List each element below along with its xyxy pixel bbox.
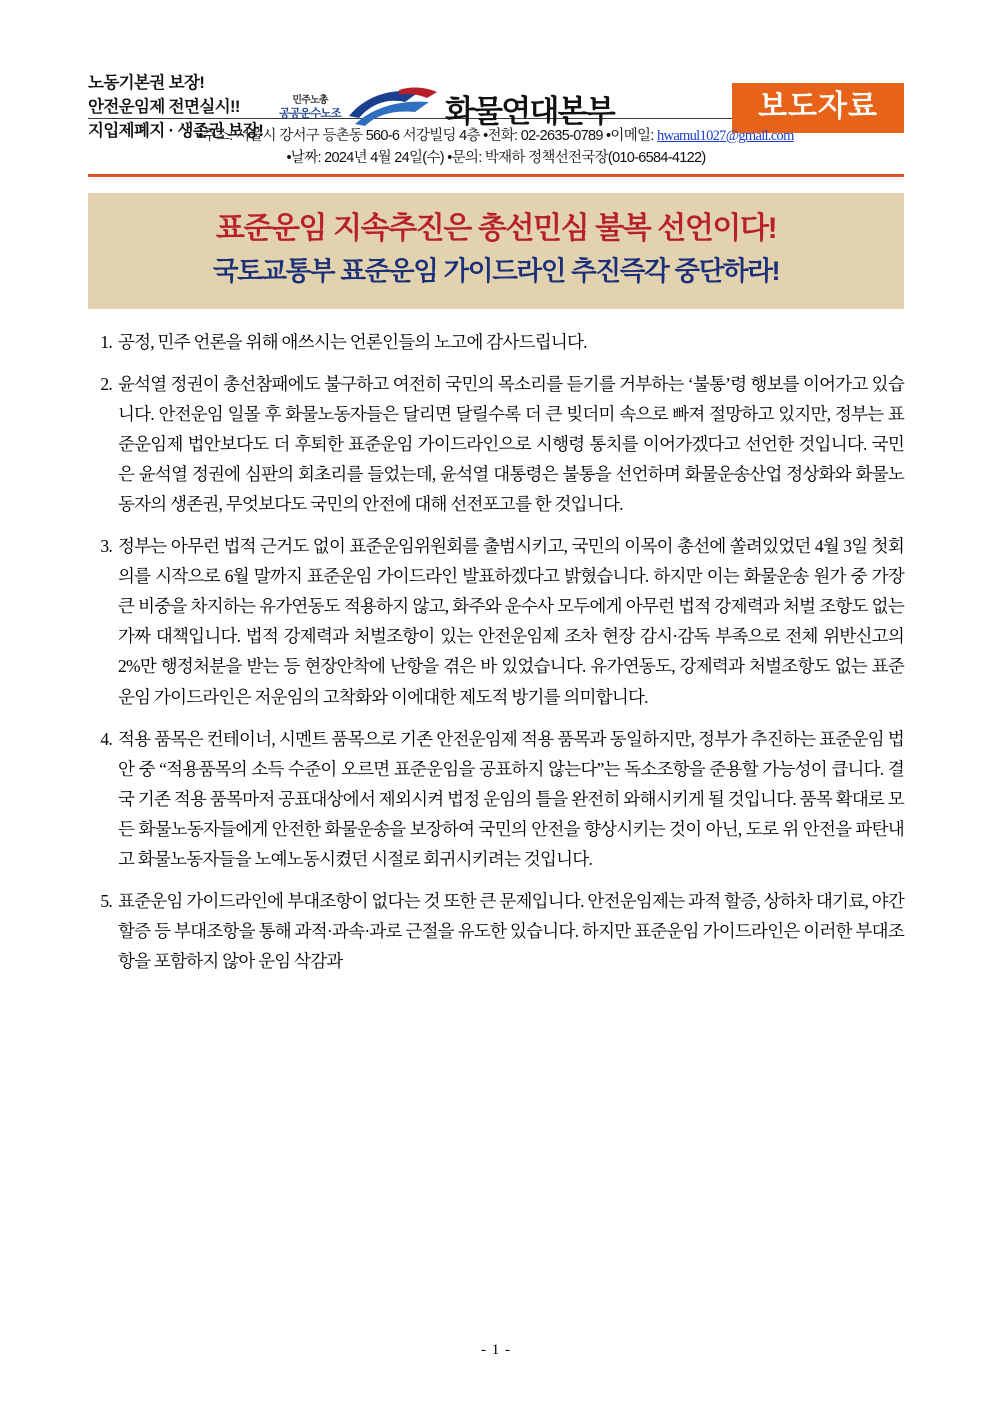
list-item-text: 정부는 아무런 법적 근거도 없이 표준운임위원회를 출범시키고, 국민의 이목이 총선에 쏠려있었던 4월 3일 첫회의를 시작으로 6월 말까지 표준운임 가이드라인 발표하겠다고 밝혔습니다. 하지만 이는 화물운송 원가 중 가장 큰 비중을 차지하는 유가연동도 적용하지 않고, 화주와 운수사 모두에게 아무런 법적 강제력과 처벌 조항도 없는 가짜 대책입니다. 법적 강제력과 처벌조항이 있는 안전운임제 조차 현장 감시·감독 부족으로 전체 위반신고의 2%만 행정처분을 받는 등 현장안착에 난항을 겪은 바 있었습니다. 유가연동도, 강제력과 처벌조항도 없는 표준운임 가이드라인은 저운임의 고착화와 이에대한 제도적 방기를 의미합니다.	[118, 536, 904, 707]
brand-name: 화물연대본부	[445, 93, 614, 129]
list-item	[88, 531, 904, 712]
contact-address-phone: •주소: 서울시 강서구 등촌동 560-6 서강빌딩 4층 •전화: 02-2635-0789 •이메일:	[198, 128, 657, 144]
list-item-text: 적용 품목은 컨테이너, 시멘트 품목으로 기존 안전운임제 적용 품목과 동일하지만, 정부가 추진하는 표준운임 법안 중 “적용품목의 소득 수준이 오르면 표준운임을 공표하지 않는다”는 독소조항을 준용할 가능성이 큽니다. 결국 기존 적용 품목마저 공표대상에서 제외시켜 법정 운임의 틀을 완전히 와해시키게 될 것입니다. 품목 확대로 모든 화물노동자들에게 안전한 화물운송을 보장하여 국민의 안전을 향상시키는 것이 아닌, 도로 위 안전을 파탄내고 화물노동자들을 노예노동시켰던 시절로 회귀시키려는 것입니다.	[118, 728, 904, 870]
list-item-text: 공정, 민주 언론을 위해 애쓰시는 언론인들의 노고에 감사드립니다.	[118, 331, 587, 352]
list-item-number: 2.	[100, 373, 112, 394]
slogan-line-1: 노동기본권 보장!	[88, 74, 205, 93]
press-release-badge: 보도자료	[732, 83, 904, 133]
title-line-1: 표준운임 지속추진은 총선민심 불복 선언이다!	[215, 211, 777, 245]
slogan-line-3: 지입제폐지 · 생존권 보장!	[88, 121, 264, 140]
page-footer	[0, 1342, 992, 1359]
union-mark-text	[279, 95, 341, 122]
list-item	[88, 369, 904, 519]
list-item-number: 4.	[100, 728, 112, 749]
union-mark	[279, 86, 441, 130]
list-item-text: 윤석열 정권이 총선참패에도 불구하고 여전히 국민의 목소리를 듣기를 거부하는 ‘불통’령 행보를 이어가고 있습니다. 안전운임 일몰 후 화물노동자들은 달리면 달릴수록 더 큰 빚더미 속으로 빠져 절망하고 있지만, 정부는 표준운임제 법안보다도 더 후퇴한 표준운임 가이드라인으로 시행령 통치를 이어가겠다고 선언한 것입니다. 국민은 윤석열 정권에 심판의 회초리를 들었는데, 윤석열 대통령은 불통을 선언하며 화물운송산업 정상화와 화물노동자의 생존권, 무엇보다도 국민의 안전에 대해 선전포고를 한 것입니다.	[118, 373, 904, 514]
body-list	[88, 327, 904, 977]
list-item-text: 표준운임 가이드라인에 부대조항이 없다는 것 또한 큰 문제입니다. 안전운임제는 과적 할증, 상하차 대기료, 야간 할증 등 부대조항을 통해 과적·과속·과로 근절을 유도한 있습니다. 하지만 표준운임 가이드라인은 이러한 부대조항을 포함하지 않아 운임 삭감과	[118, 891, 904, 972]
contact-line-2: •날짜: 2024년 4월 24일(수) •문의: 박재하 정책선전국장(010-6584-4122)	[286, 150, 706, 167]
logo-block	[273, 86, 732, 131]
contact-line-1	[88, 125, 904, 147]
list-item	[88, 327, 904, 357]
union-mark-bottom: 공공운수노조	[279, 108, 341, 121]
list-item-number: 3.	[100, 536, 112, 557]
title-banner	[88, 193, 904, 309]
list-item	[88, 886, 904, 976]
list-item	[88, 724, 904, 874]
title-line-2: 국토교통부 표준운임 가이드라인 추진즉각 중단하라!	[212, 256, 780, 287]
list-item-number: 5.	[100, 891, 112, 912]
slogan-line-2: 안전운임제 전면실시!!	[88, 98, 240, 117]
email-link[interactable]: hwamul1027@gmail.com	[657, 128, 794, 144]
page-number: - 1 -	[481, 1342, 511, 1358]
list-item-number: 1.	[100, 331, 112, 352]
header-divider-thick	[88, 174, 904, 177]
union-mark-top: 민주노총	[292, 94, 328, 106]
swoosh-logo-icon	[345, 86, 441, 130]
contact-block	[88, 119, 904, 174]
